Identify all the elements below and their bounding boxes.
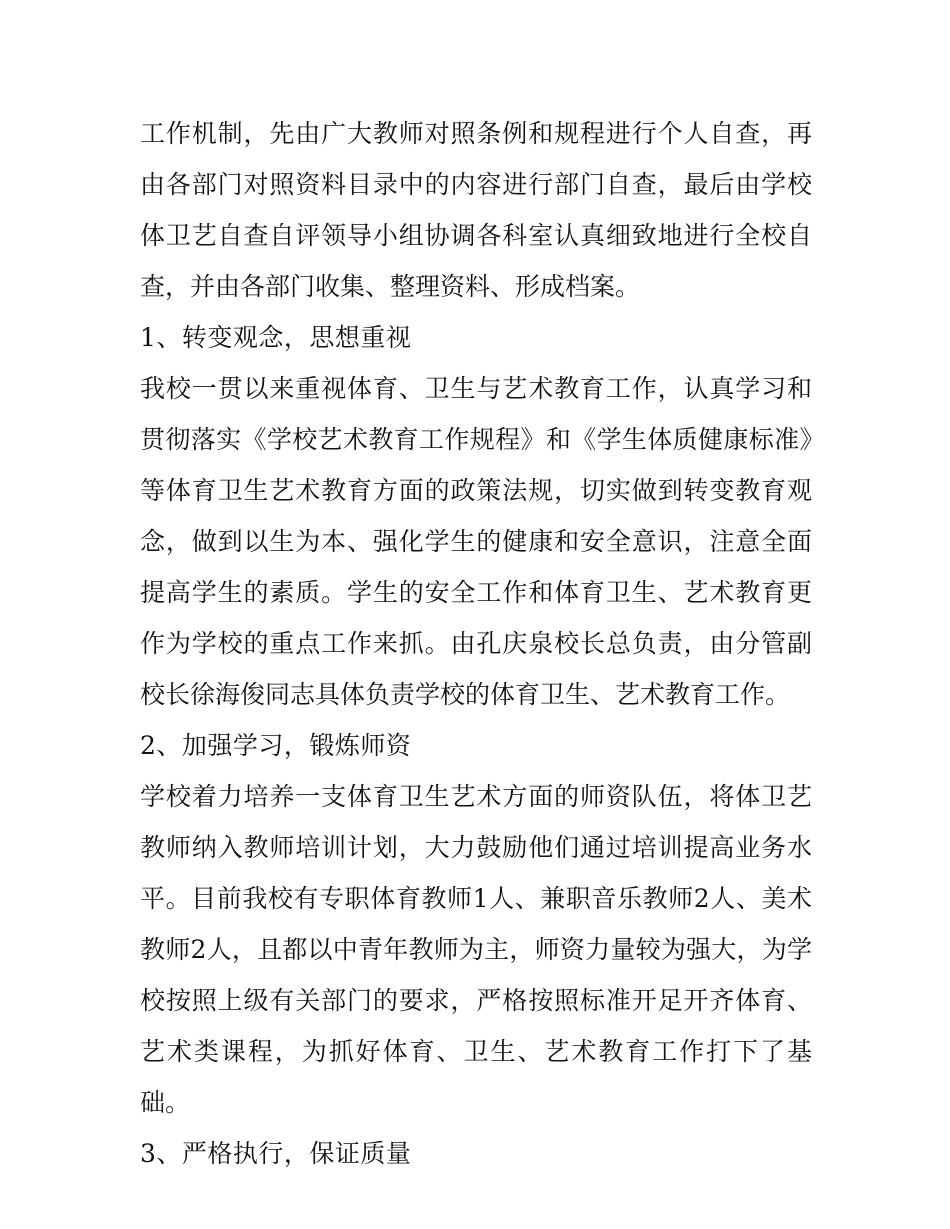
document-body	[140, 108, 812, 1179]
section-heading-3: 3、严格执行，保证质量	[140, 1139, 412, 1168]
paragraph-work-mechanism: 工作机制，先由广大教师对照条例和规程进行个人自查，再由各部门对照资料目录中的内容进行部门自查，最后由学校体卫艺自查自评领导小组协调各科室认真细致地进行全校自查，并由各部门收集、整理资料、形成档案。	[140, 119, 812, 301]
paragraph-attention: 我校一贯以来重视体育、卫生与艺术教育工作，认真学习和贯彻落实《学校艺术教育工作规程》和《学生体质健康标准》等体育卫生艺术教育方面的政策法规，切实做到转变教育观念，做到以生为本、强化学生的健康和安全意识，注意全面提高学生的素质。学生的安全工作和体育卫生、艺术教育更作为学校的重点工作来抓。由孔庆泉校长总负责，由分管副校长徐海俊同志具体负责学校的体育卫生、艺术教育工作。	[140, 374, 812, 709]
paragraph-teachers: 学校着力培养一支体育卫生艺术方面的师资队伍，将体卫艺教师纳入教师培训计划，大力鼓励他们通过培训提高业务水平。目前我校有专职体育教师1人、兼职音乐教师2人、美术教师2人，且都以中青年教师为主，师资力量较为强大，为学校按照上级有关部门的要求，严格按照标准开足开齐体育、艺术类课程，为抓好体育、卫生、艺术教育工作打下了基础。	[140, 782, 812, 1117]
section-heading-1: 1、转变观念，思想重视	[140, 323, 412, 352]
section-heading-2: 2、加强学习，锻炼师资	[140, 731, 412, 760]
